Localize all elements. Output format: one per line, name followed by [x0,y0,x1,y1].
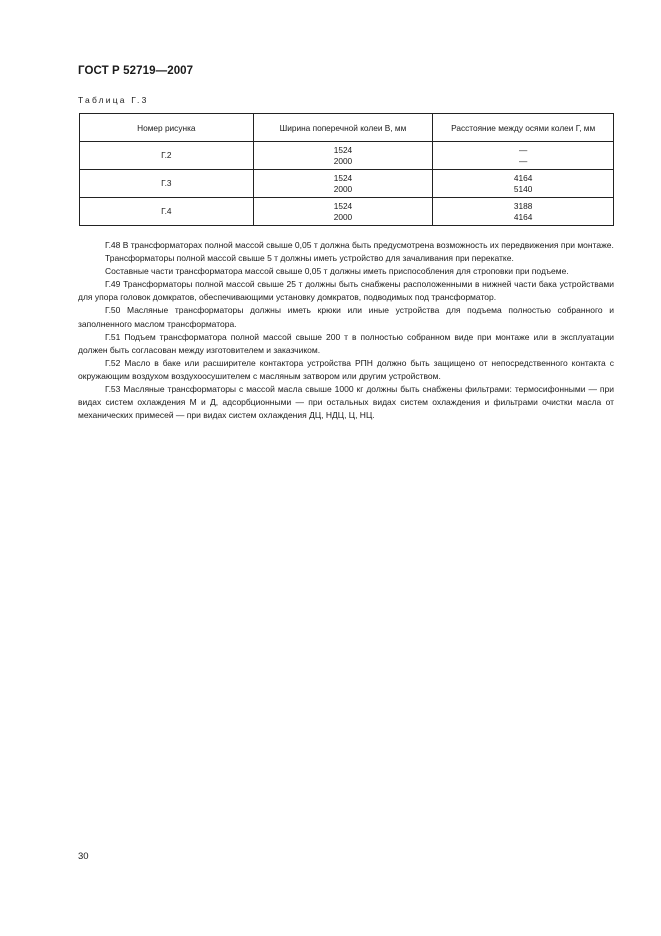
table-caption: Таблица Г.3 [78,95,149,105]
column-header-figure: Номер рисунка [80,114,254,142]
figure-cell: Г.3 [80,170,254,198]
width-value: 1524 [333,200,353,211]
column-header-width: Ширина поперечной колеи В, мм [253,114,433,142]
distance-value: 3188 [513,200,533,211]
paragraph: Г.50 Масляные трансформаторы должны иметь крюки или иные устройства для подъема полностью собранного и заполненного маслом трансформатора. [78,305,614,329]
figure-cell: Г.2 [80,142,254,170]
width-cell [253,198,433,226]
distance-cell [433,198,614,226]
distance-value: 4164 [513,172,533,183]
width-value: 2000 [333,211,353,222]
table-row [80,198,614,226]
width-value: 1524 [333,144,353,155]
figure-cell: Г.4 [80,198,254,226]
distance-value: — [519,155,528,166]
width-value: 1524 [333,172,353,183]
paragraph: Трансформаторы полной массой свыше 5 т должны иметь устройство для зачаливания при перекатке. [105,253,514,264]
distance-value: — [519,144,528,155]
distance-value: 5140 [513,183,533,194]
column-header-distance: Расстояние между осями колеи Г, мм [433,114,614,142]
table-header-row [80,114,614,142]
body-text [78,239,614,422]
document-title: ГОСТ Р 52719—2007 [78,65,194,77]
table-row [80,170,614,198]
paragraph: Г.49 Трансформаторы полной массой свыше 25 т должны быть снабжены расположенными в нижней части бака устройствами для упора головок домкратов, обеспечивающими установку домкратов, подводимых под трансформатор. [78,279,614,303]
distance-cell [433,142,614,170]
paragraph: Г.52 Масло в баке или расширителе контактора устройства РПН должно быть защищено от непосредственного контакта с окружающим воздухом воздухоосушителем с масляным затвором или другим устройством. [78,357,614,381]
track-dimensions-table [79,113,614,226]
width-value: 2000 [333,183,353,194]
paragraph: Составные части трансформатора массой свыше 0,05 т должны иметь приспособления для строповки при подъеме. [105,266,569,277]
page-number: 30 [78,851,89,862]
paragraph: Г.51 Подъем трансформатора полной массой свыше 200 т в полностью собранном виде при монтаже или в эксплуатации должен быть согласован между изготовителем и заказчиком. [78,331,614,355]
paragraph: Г.53 Масляные трансформаторы с массой масла свыше 1000 кг должны быть снабжены фильтрами: термосифонными — при видах систем охлаждения М и Д, адсорбционными — при остальных видах систем охлаждения и фильтрами очистки масла от механических примесей — при видах систем охлаждения ДЦ, НДЦ, Ц, НЦ. [78,384,614,421]
distance-value: 4164 [513,211,533,222]
paragraph: Г.48 В трансформаторах полной массой свыше 0,05 т должна быть предусмотрена возможность их передвижения при монтаже. [105,240,614,250]
width-cell [253,142,433,170]
width-cell [253,170,433,198]
width-value: 2000 [333,155,353,166]
table-row [80,142,614,170]
distance-cell [433,170,614,198]
